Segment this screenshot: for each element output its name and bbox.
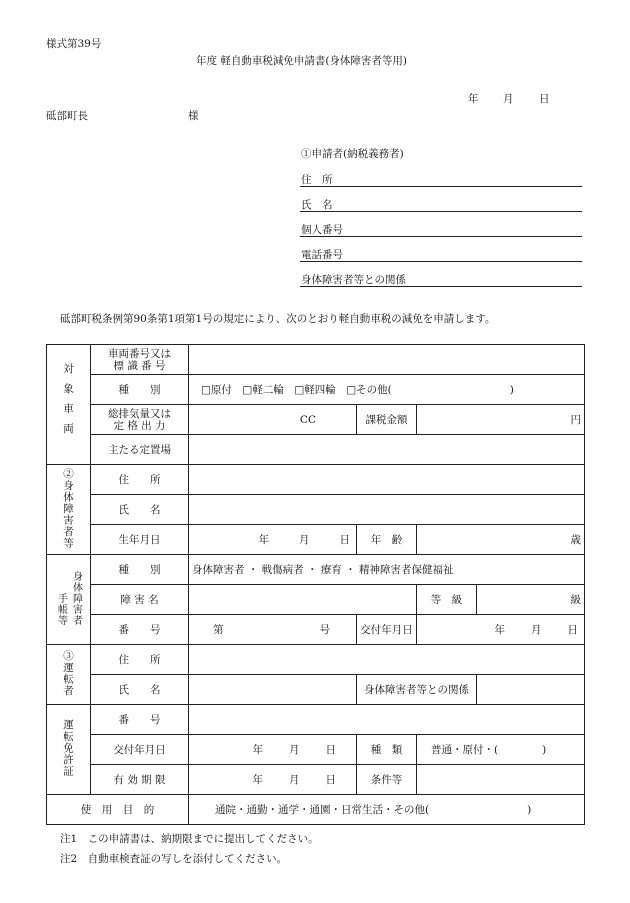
license-issue-month: 月	[289, 744, 300, 756]
purpose-row	[47, 795, 585, 825]
vehicle-displacement-row	[47, 405, 585, 435]
vehicle-type-field[interactable]	[189, 375, 585, 405]
grade-label: 等 級	[417, 585, 477, 615]
vehicle-group-label: 対象車両	[62, 363, 74, 443]
applicant-mynumber-label: 個人番号	[301, 224, 343, 236]
plate-number-field[interactable]	[189, 345, 585, 375]
intro-text: 砥部町税条例第90条第1項第1号の規定により、次のとおり軽自動車税の減免を申請します。	[60, 313, 496, 325]
disabled-name-label: 氏 名	[91, 495, 189, 525]
license-kind-close: )	[542, 744, 547, 756]
vehicle-garage-row	[47, 435, 585, 465]
vehicle-group-cell	[47, 345, 91, 465]
applicant-name-label: 氏 名	[301, 199, 333, 211]
tax-amount-label: 課税金額	[357, 405, 417, 435]
license-expiry-field[interactable]	[189, 765, 357, 795]
disability-name-field[interactable]	[189, 585, 417, 615]
purpose-options: 通院・通勤・通学・通園・日常生活・その他(	[215, 804, 430, 816]
license-number-label: 番 号	[91, 705, 189, 735]
date-month-label: 月	[503, 93, 514, 105]
purpose-field[interactable]	[189, 795, 585, 825]
license-issue-day: 日	[325, 744, 336, 756]
vehicle-plate-row	[47, 345, 585, 375]
license-kind-field[interactable]	[417, 735, 585, 765]
license-issue-row	[47, 735, 585, 765]
note-1: 注1 この申請書は、納期限までに提出してください。	[60, 833, 319, 845]
license-issue-label: 交付年月日	[91, 735, 189, 765]
license-group-cell	[47, 705, 91, 795]
applicant-address-field[interactable]	[300, 186, 582, 187]
driver-address-label: 住 所	[91, 645, 189, 675]
license-number-row	[47, 705, 585, 735]
date-year-label: 年	[468, 93, 479, 105]
license-conditions-field[interactable]	[417, 765, 585, 795]
driver-name-label: 氏 名	[91, 675, 189, 705]
garage-field[interactable]	[189, 435, 585, 465]
date-day-label: 日	[539, 93, 550, 105]
handbook-number-label: 番 号	[91, 615, 189, 645]
disabled-address-field[interactable]	[189, 465, 585, 495]
license-expiry-row	[47, 765, 585, 795]
honorific: 様	[188, 110, 199, 122]
license-issue-year: 年	[252, 744, 263, 756]
applicant-relation-label: 身体障害者等との関係	[301, 274, 406, 286]
handbook-number-field[interactable]	[189, 615, 357, 645]
disabled-address-row	[47, 465, 585, 495]
handbook-type-field[interactable]	[189, 555, 585, 585]
license-kind-label: 種 類	[357, 735, 417, 765]
addressee: 砥部町長	[46, 110, 88, 122]
vehicle-type-row	[47, 375, 585, 405]
disabled-name-row	[47, 495, 585, 525]
note-2: 注2 自動車検査証の写しを添付してください。	[60, 853, 288, 865]
form-title: 年度 軽自動車税減免申請書(身体障害者等用)	[196, 55, 408, 67]
applicant-name-field[interactable]	[300, 211, 582, 212]
handbook-issue-day: 日	[567, 624, 578, 636]
handbook-issue-year: 年	[494, 624, 505, 636]
handbook-group-label-a: 手帳等	[55, 592, 67, 626]
license-expiry-year: 年	[252, 774, 263, 786]
driver-address-row	[47, 645, 585, 675]
driver-address-field[interactable]	[189, 645, 585, 675]
disabled-dob-label: 生年月日	[91, 525, 189, 555]
vehicle-type-options: □原付 □軽二輪 □軽四輪 □その他(	[201, 384, 392, 396]
form-number: 様式第39号	[46, 38, 102, 50]
disabled-dob-field[interactable]	[189, 525, 357, 555]
license-expiry-month: 月	[289, 774, 300, 786]
dob-month-unit: 月	[299, 534, 310, 546]
handbook-issue-field[interactable]	[417, 615, 585, 645]
grade-unit: 級	[570, 594, 581, 606]
application-table	[46, 344, 585, 825]
handbook-disability-row	[47, 585, 585, 615]
license-conditions-label: 条件等	[357, 765, 417, 795]
applicant-address-label: 住 所	[301, 174, 333, 186]
driver-relation-field[interactable]	[477, 675, 585, 705]
disability-name-label: 障 害 名	[91, 585, 189, 615]
disabled-address-label: 住 所	[91, 465, 189, 495]
dob-day-unit: 日	[339, 534, 350, 546]
number-suffix: 号	[319, 624, 330, 636]
plate-label-line2: 標 識 番 号	[113, 359, 166, 372]
license-issue-field[interactable]	[189, 735, 357, 765]
vehicle-type-close: )	[509, 384, 514, 396]
applicant-heading: ①申請者(納税義務者)	[301, 148, 404, 160]
displacement-label-line2: 定 格 出 力	[113, 419, 166, 432]
grade-field[interactable]	[477, 585, 585, 615]
purpose-close: )	[527, 804, 532, 816]
license-group-label: 運転免許証	[62, 719, 74, 777]
displacement-field[interactable]	[189, 405, 357, 435]
handbook-group-cell	[47, 555, 91, 645]
license-expiry-label: 有 効 期 限	[91, 765, 189, 795]
driver-group-label: ③運転者	[62, 649, 74, 697]
driver-group-cell	[47, 645, 91, 705]
license-expiry-day: 日	[325, 774, 336, 786]
applicant-phone-field[interactable]	[300, 261, 582, 262]
disabled-group-cell	[47, 465, 91, 555]
displacement-label-cell	[91, 405, 189, 435]
garage-label: 主たる定置場	[91, 435, 189, 465]
disabled-group-label: ②身体障害者等	[62, 467, 74, 549]
applicant-phone-label: 電話番号	[301, 249, 343, 261]
age-unit: 歳	[570, 534, 581, 546]
disabled-name-field[interactable]	[189, 495, 585, 525]
license-kind-options: 普通・原付・(	[431, 744, 499, 756]
handbook-number-row	[47, 615, 585, 645]
plate-label-cell	[91, 345, 189, 375]
dob-year-unit: 年	[258, 534, 269, 546]
number-prefix: 第	[213, 624, 224, 636]
displacement-label-line1: 総排気量又は	[108, 407, 171, 420]
license-number-field[interactable]	[189, 705, 585, 735]
handbook-type-label: 種 別	[91, 555, 189, 585]
applicant-relation-field[interactable]	[300, 286, 582, 287]
handbook-issue-month: 月	[531, 624, 542, 636]
driver-name-field[interactable]	[189, 675, 357, 705]
plate-label-line1: 車両番号又は	[108, 347, 171, 360]
handbook-issue-label: 交付年月日	[357, 615, 417, 645]
tax-amount-field[interactable]	[417, 405, 585, 435]
vehicle-type-label: 種 別	[91, 375, 189, 405]
cc-unit: CC	[299, 413, 316, 426]
disabled-dob-row	[47, 525, 585, 555]
yen-unit: 円	[570, 414, 581, 426]
applicant-mynumber-field[interactable]	[300, 236, 582, 237]
age-field[interactable]	[417, 525, 585, 555]
handbook-type-row	[47, 555, 585, 585]
driver-name-row	[47, 675, 585, 705]
age-label: 年 齢	[357, 525, 417, 555]
handbook-type-options: 身体障害者 ・ 戦傷病者 ・ 療育 ・ 精神障害者保健福祉	[192, 564, 454, 576]
purpose-label: 使 用 目 的	[47, 795, 189, 825]
driver-relation-label: 身体障害者等との関係	[357, 675, 477, 705]
handbook-group-label-b: 身体障害者	[70, 570, 82, 626]
